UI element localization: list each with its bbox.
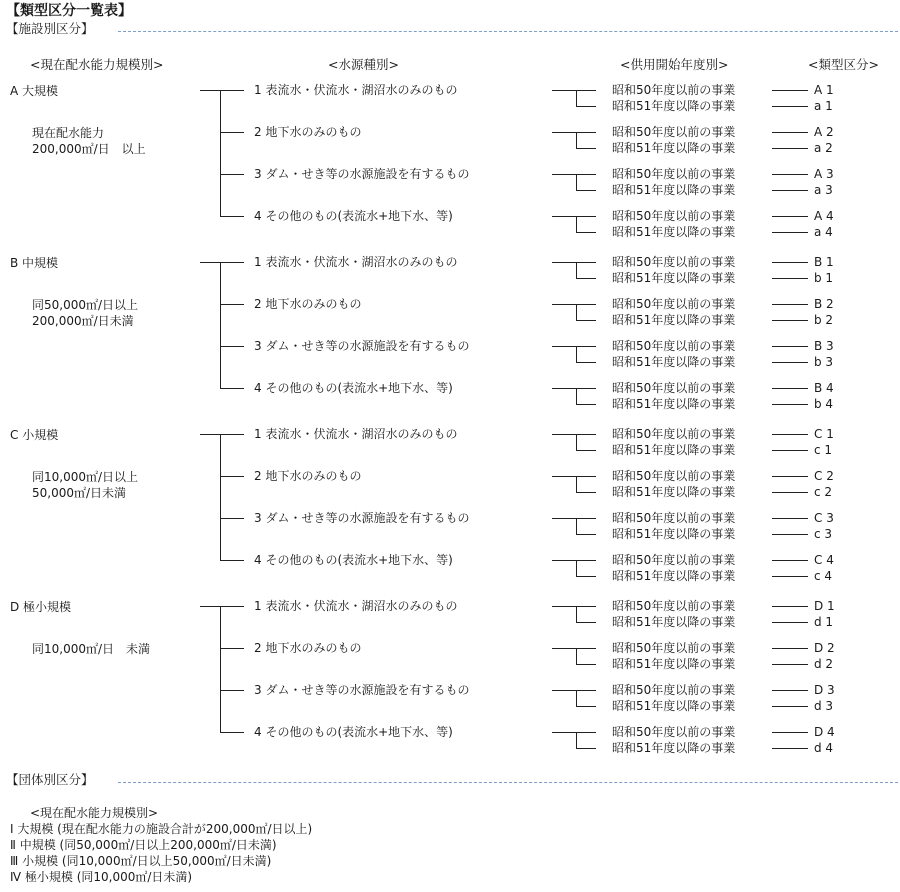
type-code: a 1 xyxy=(814,99,833,113)
type-code: b 1 xyxy=(814,271,834,285)
tree-branch-line xyxy=(772,560,808,561)
year-label: 昭和51年度以降の事業 xyxy=(612,313,736,327)
page-title: 【類型区分一覧表】 xyxy=(6,3,132,19)
footer-header: <現在配水能力規模別> xyxy=(30,806,159,820)
tree-branch-line xyxy=(772,706,808,707)
tree-branch-line xyxy=(220,476,244,477)
year-label: 昭和50年度以前の事業 xyxy=(612,683,736,697)
year-label: 昭和50年度以前の事業 xyxy=(612,599,736,613)
tree-branch-line xyxy=(220,560,244,561)
source-label: 3 ダム・せき等の水源施設を有するもの xyxy=(254,167,470,181)
tree-branch-line xyxy=(576,492,596,493)
tree-branch-line xyxy=(576,622,596,623)
header-capacity: <現在配水能力規模別> xyxy=(30,57,164,72)
tree-branch-line xyxy=(772,748,808,749)
tree-branch-line xyxy=(552,262,596,263)
type-code: c 3 xyxy=(814,527,833,541)
tree-branch-line xyxy=(220,388,244,389)
tree-branch-line xyxy=(552,346,596,347)
group-range: 200,000㎡/日 以上 xyxy=(32,142,146,156)
tree-branch-line xyxy=(552,732,596,733)
year-label: 昭和51年度以降の事業 xyxy=(612,741,736,755)
tree-branch-line xyxy=(772,534,808,535)
tree-branch-line xyxy=(220,434,221,560)
tree-branch-line xyxy=(576,606,577,622)
year-label: 昭和51年度以降の事業 xyxy=(612,183,736,197)
tree-branch-line xyxy=(552,216,596,217)
type-code: C 1 xyxy=(814,427,834,441)
header-source: <水源種別> xyxy=(328,57,399,72)
type-code: a 2 xyxy=(814,141,833,155)
year-label: 昭和50年度以前の事業 xyxy=(612,469,736,483)
tree-branch-line xyxy=(576,216,577,232)
section-facility-label: 【施設別区分】 xyxy=(6,21,94,36)
tree-branch-line xyxy=(200,262,244,263)
tree-branch-line xyxy=(552,388,596,389)
tree-branch-line xyxy=(552,304,596,305)
tree-branch-line xyxy=(772,362,808,363)
type-code: C 3 xyxy=(814,511,834,525)
year-label: 昭和51年度以降の事業 xyxy=(612,271,736,285)
tree-branch-line xyxy=(552,648,596,649)
type-code: D 1 xyxy=(814,599,835,613)
tree-branch-line xyxy=(576,690,577,706)
tree-branch-line xyxy=(772,304,808,305)
tree-branch-line xyxy=(552,90,596,91)
year-label: 昭和50年度以前の事業 xyxy=(612,339,736,353)
year-label: 昭和50年度以前の事業 xyxy=(612,83,736,97)
group-name: C 小規模 xyxy=(10,428,59,442)
source-label: 1 表流水・伏流水・湖沼水のみのもの xyxy=(254,427,458,441)
tree-branch-line xyxy=(220,304,244,305)
tree-branch-line xyxy=(552,476,596,477)
type-code: D 3 xyxy=(814,683,835,697)
type-code: c 1 xyxy=(814,443,833,457)
group-name: B 中規模 xyxy=(10,256,59,270)
source-label: 1 表流水・伏流水・湖沼水のみのもの xyxy=(254,83,458,97)
tree-branch-line xyxy=(576,232,596,233)
type-code: a 4 xyxy=(814,225,833,239)
year-label: 昭和50年度以前の事業 xyxy=(612,209,736,223)
group-range: 同10,000㎡/日以上 xyxy=(32,470,139,484)
tree-branch-line xyxy=(552,174,596,175)
tree-branch-line xyxy=(772,690,808,691)
section-divider xyxy=(118,782,898,783)
footer-item: Ⅳ 極小規模 (同10,000㎡/日未満) xyxy=(10,870,193,884)
tree-branch-line xyxy=(220,732,244,733)
tree-branch-line xyxy=(576,732,577,748)
tree-branch-line xyxy=(576,450,596,451)
tree-branch-line xyxy=(576,576,596,577)
group-range: 200,000㎡/日未満 xyxy=(32,314,134,328)
tree-branch-line xyxy=(200,90,244,91)
tree-branch-line xyxy=(772,606,808,607)
tree-branch-line xyxy=(552,690,596,691)
year-label: 昭和50年度以前の事業 xyxy=(612,255,736,269)
year-label: 昭和50年度以前の事業 xyxy=(612,125,736,139)
tree-branch-line xyxy=(220,518,244,519)
tree-branch-line xyxy=(772,450,808,451)
source-label: 2 地下水のみのもの xyxy=(254,125,362,139)
tree-branch-line xyxy=(772,576,808,577)
type-code: C 4 xyxy=(814,553,834,567)
tree-branch-line xyxy=(772,90,808,91)
source-label: 2 地下水のみのもの xyxy=(254,469,362,483)
source-label: 2 地下水のみのもの xyxy=(254,641,362,655)
tree-branch-line xyxy=(772,278,808,279)
tree-branch-line xyxy=(220,216,244,217)
tree-branch-line xyxy=(200,606,244,607)
group-range: 50,000㎡/日未満 xyxy=(32,486,127,500)
tree-branch-line xyxy=(576,534,596,535)
tree-branch-line xyxy=(200,434,244,435)
tree-branch-line xyxy=(576,476,577,492)
year-label: 昭和51年度以降の事業 xyxy=(612,141,736,155)
tree-branch-line xyxy=(772,106,808,107)
tree-branch-line xyxy=(772,664,808,665)
group-range: 同50,000㎡/日以上 xyxy=(32,298,139,312)
type-code: B 4 xyxy=(814,381,834,395)
type-code: d 1 xyxy=(814,615,834,629)
source-label: 1 表流水・伏流水・湖沼水のみのもの xyxy=(254,599,458,613)
footer-item: Ⅲ 小規模 (同10,000㎡/日以上50,000㎡/日未満) xyxy=(10,854,272,868)
year-label: 昭和51年度以降の事業 xyxy=(612,355,736,369)
tree-branch-line xyxy=(772,404,808,405)
type-code: D 4 xyxy=(814,725,835,739)
source-label: 4 その他のもの(表流水+地下水、等) xyxy=(254,725,453,739)
type-code: a 3 xyxy=(814,183,833,197)
tree-branch-line xyxy=(772,388,808,389)
tree-branch-line xyxy=(772,190,808,191)
tree-branch-line xyxy=(220,648,244,649)
type-code: A 3 xyxy=(814,167,834,181)
year-label: 昭和51年度以降の事業 xyxy=(612,225,736,239)
year-label: 昭和50年度以前の事業 xyxy=(612,553,736,567)
year-label: 昭和51年度以降の事業 xyxy=(612,699,736,713)
year-label: 昭和50年度以前の事業 xyxy=(612,511,736,525)
tree-branch-line xyxy=(576,148,596,149)
tree-branch-line xyxy=(772,476,808,477)
year-label: 昭和50年度以前の事業 xyxy=(612,381,736,395)
type-code: c 4 xyxy=(814,569,833,583)
source-label: 3 ダム・せき等の水源施設を有するもの xyxy=(254,339,470,353)
tree-branch-line xyxy=(576,304,577,320)
tree-branch-line xyxy=(552,518,596,519)
tree-branch-line xyxy=(576,132,577,148)
year-label: 昭和50年度以前の事業 xyxy=(612,641,736,655)
tree-branch-line xyxy=(220,174,244,175)
tree-branch-line xyxy=(576,706,596,707)
tree-branch-line xyxy=(576,278,596,279)
header-type: <類型区分> xyxy=(808,57,879,72)
year-label: 昭和51年度以降の事業 xyxy=(612,99,736,113)
tree-branch-line xyxy=(576,388,577,404)
tree-branch-line xyxy=(552,606,596,607)
tree-branch-line xyxy=(576,560,577,576)
source-label: 4 その他のもの(表流水+地下水、等) xyxy=(254,553,453,567)
tree-branch-line xyxy=(576,748,596,749)
type-code: A 2 xyxy=(814,125,834,139)
year-label: 昭和50年度以前の事業 xyxy=(612,297,736,311)
tree-branch-line xyxy=(772,174,808,175)
type-code: b 3 xyxy=(814,355,834,369)
source-label: 4 その他のもの(表流水+地下水、等) xyxy=(254,209,453,223)
year-label: 昭和51年度以降の事業 xyxy=(612,485,736,499)
tree-branch-line xyxy=(772,216,808,217)
source-label: 4 その他のもの(表流水+地下水、等) xyxy=(254,381,453,395)
tree-branch-line xyxy=(552,434,596,435)
tree-branch-line xyxy=(576,190,596,191)
section-divider xyxy=(118,31,898,32)
footer-item: Ⅰ 大規模 (現在配水能力の施設合計が200,000㎡/日以上) xyxy=(10,822,313,836)
year-label: 昭和50年度以前の事業 xyxy=(612,725,736,739)
type-code: A 1 xyxy=(814,83,834,97)
tree-branch-line xyxy=(576,664,596,665)
source-label: 3 ダム・せき等の水源施設を有するもの xyxy=(254,511,470,525)
tree-branch-line xyxy=(772,346,808,347)
tree-branch-line xyxy=(220,606,221,732)
tree-branch-line xyxy=(576,648,577,664)
type-code: b 2 xyxy=(814,313,834,327)
year-label: 昭和50年度以前の事業 xyxy=(612,167,736,181)
footer-item: Ⅱ 中規模 (同50,000㎡/日以上200,000㎡/日未満) xyxy=(10,838,277,852)
tree-branch-line xyxy=(772,148,808,149)
year-label: 昭和51年度以降の事業 xyxy=(612,615,736,629)
tree-branch-line xyxy=(576,106,596,107)
tree-branch-line xyxy=(576,262,577,278)
tree-branch-line xyxy=(220,90,221,216)
type-code: B 3 xyxy=(814,339,834,353)
group-range: 同10,000㎡/日 未満 xyxy=(32,642,151,656)
tree-branch-line xyxy=(576,320,596,321)
tree-branch-line xyxy=(552,560,596,561)
type-code: C 2 xyxy=(814,469,834,483)
tree-branch-line xyxy=(772,232,808,233)
tree-branch-line xyxy=(772,492,808,493)
tree-branch-line xyxy=(772,262,808,263)
type-code: c 2 xyxy=(814,485,833,499)
tree-branch-line xyxy=(772,434,808,435)
type-code: D 2 xyxy=(814,641,835,655)
tree-branch-line xyxy=(772,518,808,519)
header-year: <供用開始年度別> xyxy=(620,57,729,72)
type-code: d 2 xyxy=(814,657,834,671)
tree-branch-line xyxy=(576,362,596,363)
source-label: 1 表流水・伏流水・湖沼水のみのもの xyxy=(254,255,458,269)
tree-branch-line xyxy=(220,690,244,691)
type-code: A 4 xyxy=(814,209,834,223)
tree-branch-line xyxy=(772,622,808,623)
tree-branch-line xyxy=(220,262,221,388)
tree-branch-line xyxy=(772,320,808,321)
tree-branch-line xyxy=(220,132,244,133)
tree-branch-line xyxy=(772,732,808,733)
tree-branch-line xyxy=(576,404,596,405)
year-label: 昭和51年度以降の事業 xyxy=(612,527,736,541)
tree-branch-line xyxy=(772,648,808,649)
tree-branch-line xyxy=(552,132,596,133)
tree-branch-line xyxy=(576,518,577,534)
type-code: b 4 xyxy=(814,397,834,411)
year-label: 昭和51年度以降の事業 xyxy=(612,569,736,583)
type-code: d 3 xyxy=(814,699,834,713)
type-code: B 2 xyxy=(814,297,834,311)
section-organization-label: 【団体別区分】 xyxy=(6,772,94,787)
tree-branch-line xyxy=(772,132,808,133)
type-code: B 1 xyxy=(814,255,834,269)
year-label: 昭和51年度以降の事業 xyxy=(612,397,736,411)
tree-branch-line xyxy=(576,434,577,450)
year-label: 昭和50年度以前の事業 xyxy=(612,427,736,441)
source-label: 2 地下水のみのもの xyxy=(254,297,362,311)
year-label: 昭和51年度以降の事業 xyxy=(612,443,736,457)
group-name: D 極小規模 xyxy=(10,600,72,614)
source-label: 3 ダム・せき等の水源施設を有するもの xyxy=(254,683,470,697)
tree-branch-line xyxy=(576,90,577,106)
tree-branch-line xyxy=(220,346,244,347)
tree-branch-line xyxy=(576,174,577,190)
tree-branch-line xyxy=(576,346,577,362)
group-name: A 大規模 xyxy=(10,84,59,98)
group-range: 現在配水能力 xyxy=(32,126,105,140)
type-code: d 4 xyxy=(814,741,834,755)
year-label: 昭和51年度以降の事業 xyxy=(612,657,736,671)
